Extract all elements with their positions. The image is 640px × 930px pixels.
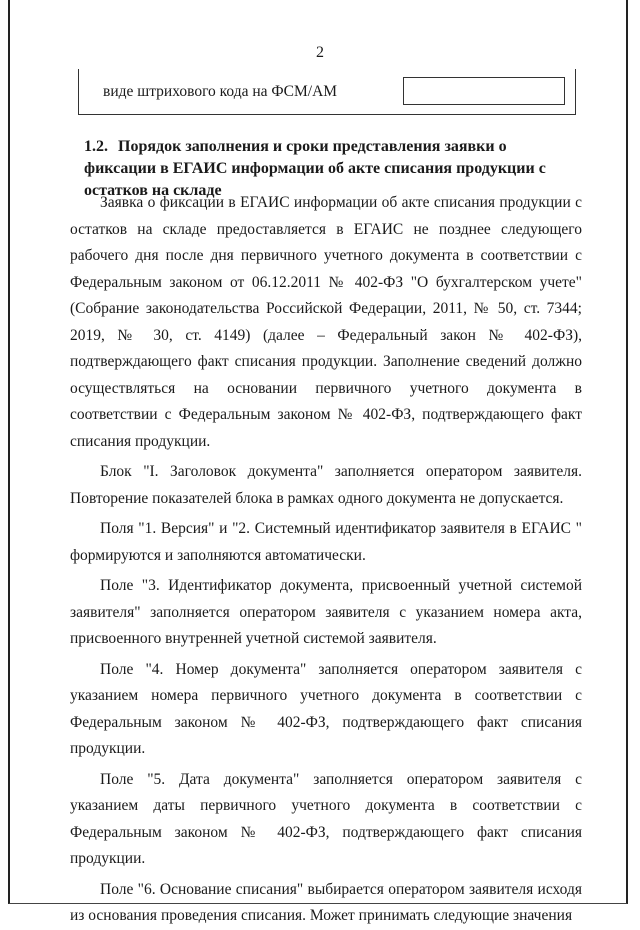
paragraph-field-3: Поле "3. Идентификатор документа, присвоенный учетной системой заявителя" заполняется оператором заявителя с указанием номера акта, присвоенного внутренней учетной системой заявителя. [70,577,582,647]
paragraph-block-header: Блок "I. Заголовок документа" заполняется оператором заявителя. Повторение показателей блока в рамках одного документа не допускается. [70,463,582,507]
paragraph-submission-deadline: Заявка о фиксации в ЕГАИС информации об акте списания продукции с остатков на складе предоставляется в ЕГАИС не позднее следующего рабочего дня после дня первичного учетного документа в соответствии с Федеральным законом от 06.12.2011 № 402-ФЗ "О бухгалтерском учете" (Собрание законодательства Российской Федерации, 2011, № 50, ст. 7344; 2019, № 30, ст. 4149) (далее – Федеральный закон № 402-ФЗ), подтверждающего факт списания продукции. Заполнение сведений должно осуществляться на основании первичного учетного документа в соответствии с Федеральным законом № 402-ФЗ, подтверждающего факт списания продукции. [70,194,582,450]
paragraph-field-5: Поле "5. Дата документа" заполняется оператором заявителя с указанием даты первичного учетного документа в соответствии с Федеральным законом № 402-ФЗ, подтверждающего факт списания продукции. [70,770,582,867]
page-number: 2 [316,44,324,61]
document-body [70,190,582,930]
paragraph-fields-1-2: Поля "1. Версия" и "2. Системный идентификатор заявителя в ЕГАИС " формируются и заполняются автоматически. [70,520,582,564]
paragraph-field-4: Поле "4. Номер документа" заполняется оператором заявителя с указанием номера первичного учетного документа в соответствии с Федеральным законом № 402-ФЗ, подтверждающего факт списания продукции. [70,660,582,757]
section-number: 1.2. [84,138,108,155]
paragraph-field-6: Поле "6. Основание списания" выбирается оператором заявителя исходя из основания проведения списания. Может принимать следующие значения [70,880,582,924]
barcode-value-box [403,77,565,105]
table-cell-text: виде штрихового кода на ФСМ/АМ [103,83,338,100]
table-fragment [78,69,576,115]
section-title: Порядок заполнения и сроки представления заявки о фиксации в ЕГАИС информации об акте списания продукции с остатков на складе [84,138,546,199]
